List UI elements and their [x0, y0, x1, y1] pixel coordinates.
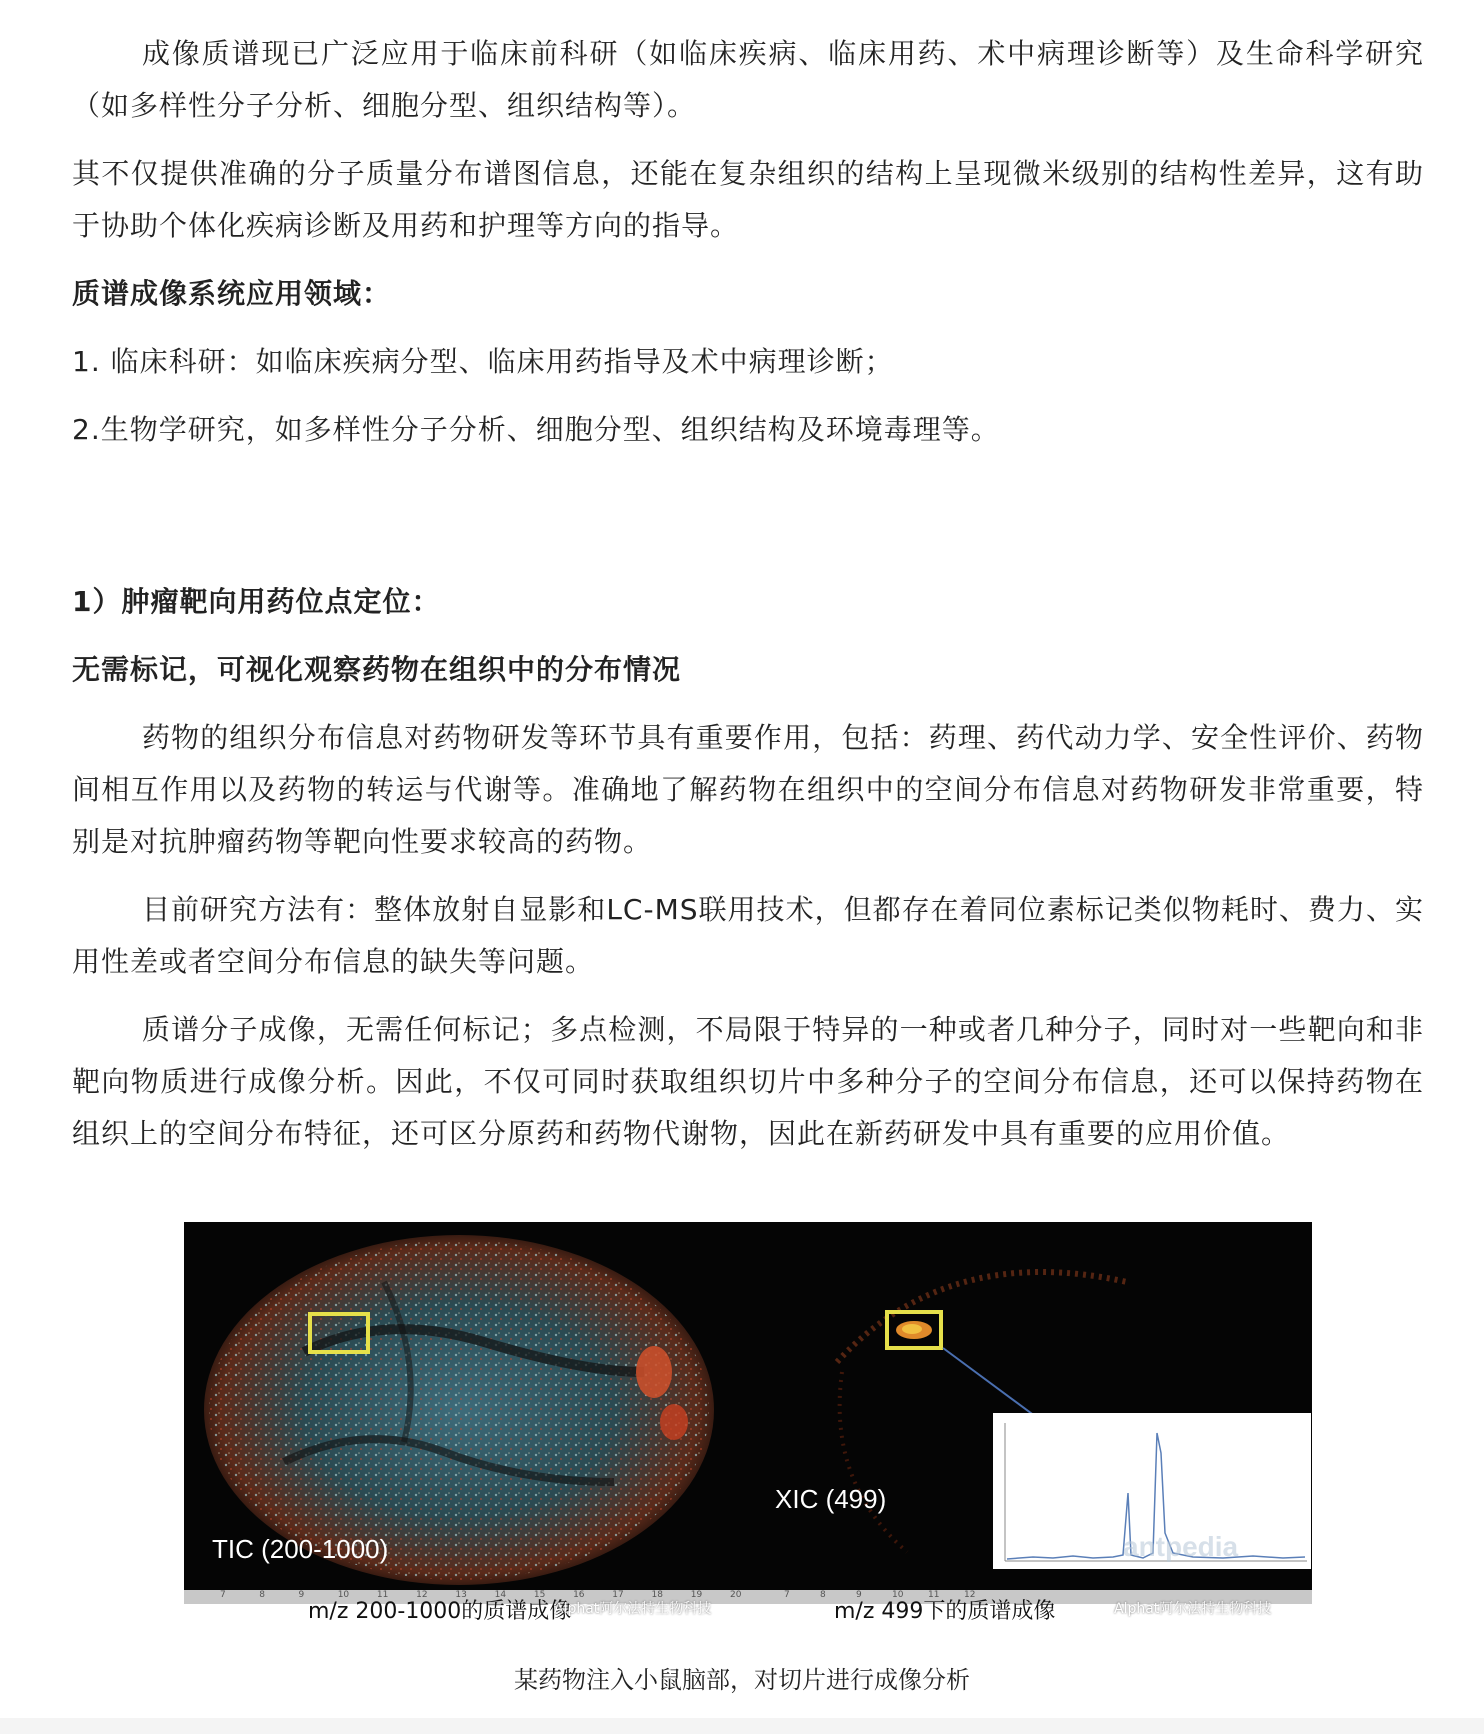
axis-tick-label: 7: [784, 1590, 790, 1600]
axis-tick-label: 10: [892, 1590, 904, 1600]
axis-tick-label: 10: [337, 1590, 350, 1600]
axis-tick-label: 12: [964, 1590, 976, 1600]
page-bottom-bar: [0, 1718, 1484, 1734]
section-subheading: 无需标记，可视化观察药物在组织中的分布情况: [72, 653, 682, 686]
tic-image-panel: [184, 1222, 747, 1590]
watermark-left: Alphat阿尔法特生物科技: [554, 1601, 712, 1617]
axis-tick-label: 15: [533, 1590, 546, 1600]
body-paragraph-3: 质谱分子成像，无需任何标记；多点检测，不局限于特异的一种或者几种分子，同时对一些靶向和非靶向物质进行成像分析。因此，不仅可同时获取组织切片中多种分子的空间分布信息，还可以保持药物在组织上的空间分布特征，还可区分原药和药物代谢物，因此在新药研发中具有重要的应用价值。: [72, 1013, 1424, 1150]
article-body: [72, 0, 1424, 1160]
inset-watermark: antpedia: [1123, 1531, 1239, 1562]
axis-tick-label: 12: [416, 1590, 428, 1600]
tic-label: TIC (200-1000): [212, 1534, 389, 1564]
axis-tick-label: 7: [220, 1590, 226, 1600]
axis-tick-label: 19: [690, 1590, 703, 1600]
axis-tick-label: 18: [651, 1590, 663, 1600]
field-item-1: 1. 临床科研：如临床疾病分型、临床用药指导及术中病理诊断；: [72, 345, 894, 378]
axis-tick-label: 13: [455, 1590, 467, 1600]
fields-heading: 质谱成像系统应用领域：: [72, 277, 392, 310]
axis-tick-label: 20: [730, 1590, 742, 1600]
xic-label: XIC (499): [775, 1484, 887, 1514]
axis-tick-label: 14: [494, 1590, 507, 1600]
axis-tick-label: 9: [856, 1590, 862, 1600]
intro-paragraph: 成像质谱现已广泛应用于临床前科研（如临床疾病、临床用药、术中病理诊断等）及生命科学研究（如多样性分子分析、细胞分型、组织结构等）。: [72, 37, 1424, 122]
left-figure-caption: m/z 200-1000的质谱成像: [308, 1599, 572, 1624]
second-paragraph: 其不仅提供准确的分子质量分布谱图信息，还能在复杂组织的结构上呈现微米级别的结构性差异，这有助于协助个体化疾病诊断及用药和护理等方向的指导。: [72, 157, 1424, 242]
watermark-right: Alphat阿尔法特生物科技: [1114, 1601, 1272, 1617]
right-figure-caption: m/z 499下的质谱成像: [834, 1599, 1056, 1624]
axis-tick-label: 17: [612, 1590, 624, 1600]
axis-tick-label: 11: [928, 1590, 940, 1600]
field-item-2: 2.生物学研究，如多样性分子分析、细胞分型、组织结构及环境毒理等。: [72, 413, 1000, 446]
spectrum-inset: [993, 1413, 1311, 1569]
axis-tick-label: 8: [820, 1590, 826, 1600]
axis-tick-label: 11: [376, 1590, 389, 1600]
section-heading: 1）肿瘤靶向用药位点定位：: [72, 585, 441, 618]
axis-tick-label: 8: [259, 1590, 265, 1600]
axis-tick-label: 9: [298, 1590, 305, 1600]
figure-main-caption: 某药物注入小鼠脑部，对切片进行成像分析: [514, 1666, 970, 1694]
axis-tick-label: 16: [573, 1590, 585, 1600]
body-paragraph-2: 目前研究方法有：整体放射自显影和LC-MS联用技术，但都存在着同位素标记类似物耗时、费力、实用性差或者空间分布信息的缺失等问题。: [72, 893, 1424, 978]
body-paragraph-1: 药物的组织分布信息对药物研发等环节具有重要作用，包括：药理、药代动力学、安全性评价、药物间相互作用以及药物的转运与代谢等。准确地了解药物在组织中的空间分布信息对药物研发非常重要，特别是对抗肿瘤药物等靶向性要求较高的药物。: [72, 721, 1424, 858]
